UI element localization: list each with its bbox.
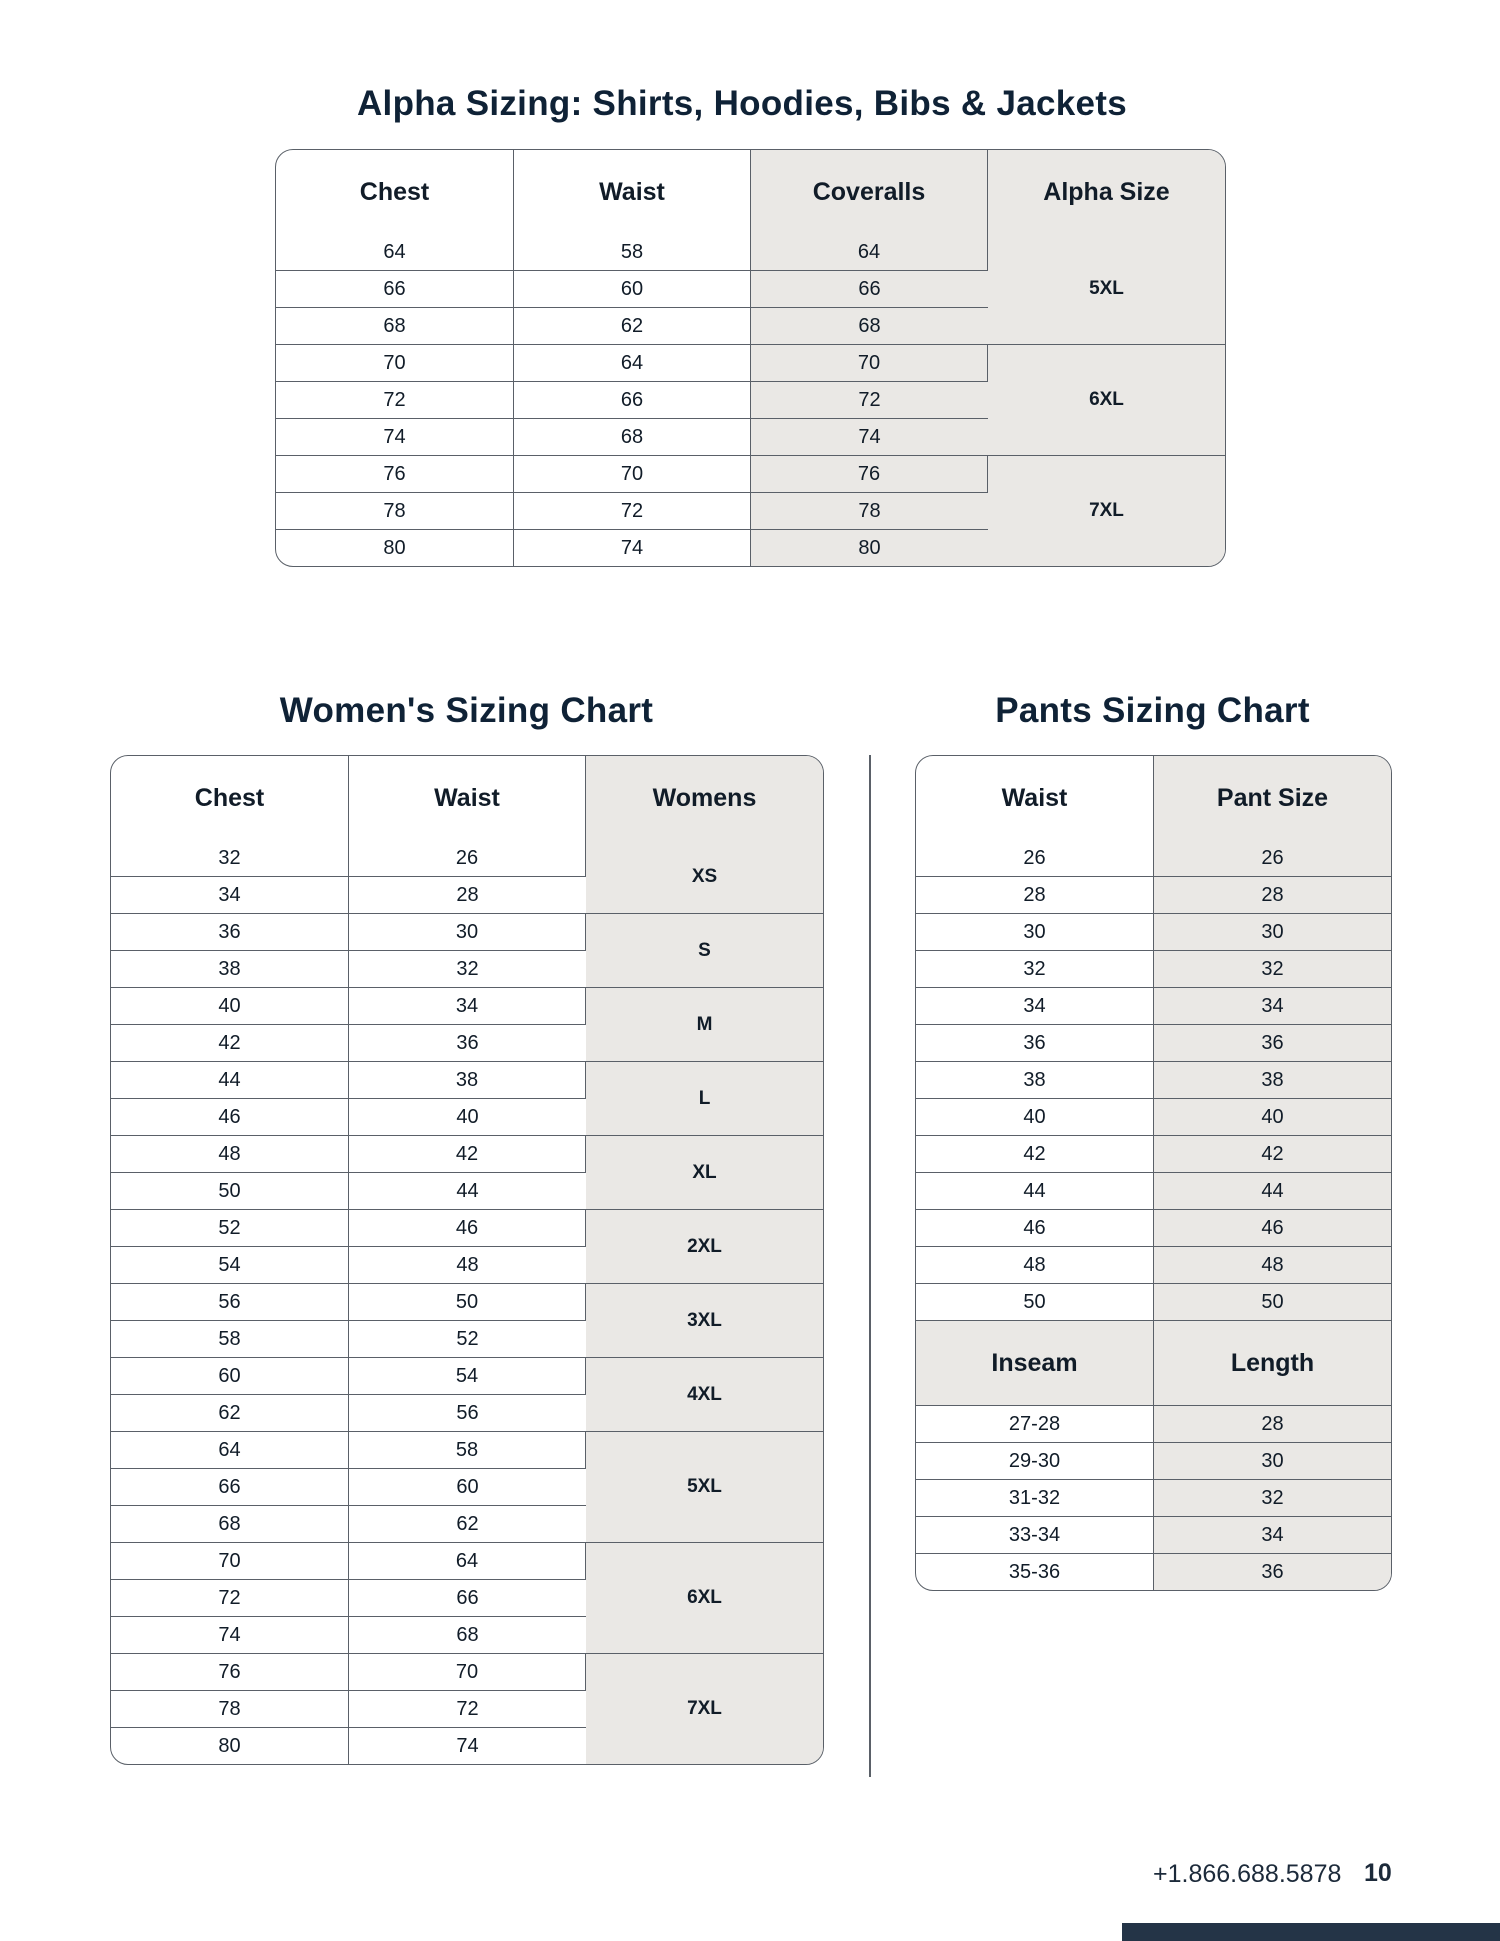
table-row: [916, 1480, 1391, 1517]
waist-cell: 46: [916, 1210, 1154, 1247]
waist-cell: 42: [349, 1136, 586, 1173]
pant-size-cell: 34: [1154, 988, 1391, 1025]
coveralls-cell: 76: [751, 456, 988, 493]
table-row: [111, 1284, 823, 1321]
table-row: [111, 1432, 823, 1469]
footer-accent-bar: [1122, 1923, 1500, 1941]
womens-size-cell: 5XL: [586, 1432, 823, 1543]
chest-cell: 66: [276, 271, 514, 308]
table-row: [111, 1543, 823, 1580]
coveralls-header: Coveralls: [751, 150, 988, 234]
inseam-cell: 35-36: [916, 1554, 1154, 1590]
table-row: [111, 1358, 823, 1395]
chest-cell: 80: [276, 530, 514, 566]
chest-cell: 50: [111, 1173, 349, 1210]
waist-cell: 62: [514, 308, 751, 345]
womens-size-cell: 4XL: [586, 1358, 823, 1432]
chest-cell: 66: [111, 1469, 349, 1506]
chest-header: Chest: [276, 150, 514, 234]
chest-cell: 74: [276, 419, 514, 456]
coveralls-cell: 78: [751, 493, 988, 530]
coveralls-cell: 64: [751, 234, 988, 271]
chest-cell: 34: [111, 877, 349, 914]
table-row: [916, 877, 1391, 914]
womens-size-cell: XS: [586, 840, 823, 914]
womens-size-cell: 2XL: [586, 1210, 823, 1284]
chest-cell: 64: [111, 1432, 349, 1469]
chest-header: Chest: [111, 756, 349, 840]
waist-cell: 52: [349, 1321, 586, 1358]
waist-cell: 28: [349, 877, 586, 914]
waist-cell: 34: [349, 988, 586, 1025]
womens-size-cell: 7XL: [586, 1654, 823, 1764]
womens-size-cell: 3XL: [586, 1284, 823, 1358]
table-row: [916, 951, 1391, 988]
waist-header: Waist: [916, 756, 1154, 840]
womens-size-cell: S: [586, 914, 823, 988]
chest-cell: 68: [111, 1506, 349, 1543]
length-cell: 34: [1154, 1517, 1391, 1554]
inseam-cell: 33-34: [916, 1517, 1154, 1554]
waist-cell: 32: [916, 951, 1154, 988]
waist-cell: 58: [349, 1432, 586, 1469]
waist-cell: 28: [916, 877, 1154, 914]
pant-size-cell: 48: [1154, 1247, 1391, 1284]
table-row: [916, 1025, 1391, 1062]
waist-cell: 34: [916, 988, 1154, 1025]
table-row: [111, 1136, 823, 1173]
table-row: [111, 1062, 823, 1099]
chest-cell: 74: [111, 1617, 349, 1654]
waist-cell: 66: [514, 382, 751, 419]
table-row: [916, 1136, 1391, 1173]
coveralls-cell: 70: [751, 345, 988, 382]
womens-size-cell: XL: [586, 1136, 823, 1210]
table-row: [916, 1443, 1391, 1480]
phone-number: +1.866.688.5878: [1153, 1860, 1342, 1888]
coveralls-cell: 66: [751, 271, 988, 308]
table-row: [916, 1406, 1391, 1443]
alpha-size-cell: 6XL: [988, 345, 1225, 456]
chest-cell: 76: [111, 1654, 349, 1691]
pant-size-cell: 32: [1154, 951, 1391, 988]
inseam-cell: 31-32: [916, 1480, 1154, 1517]
chest-cell: 38: [111, 951, 349, 988]
waist-cell: 30: [349, 914, 586, 951]
chest-cell: 36: [111, 914, 349, 951]
waist-cell: 70: [514, 456, 751, 493]
table-row: [111, 1210, 823, 1247]
chest-cell: 58: [111, 1321, 349, 1358]
chest-cell: 64: [276, 234, 514, 271]
chest-cell: 70: [111, 1543, 349, 1580]
coveralls-cell: 80: [751, 530, 988, 566]
length-cell: 36: [1154, 1554, 1391, 1590]
chest-cell: 70: [276, 345, 514, 382]
alpha-sizing-title: Alpha Sizing: Shirts, Hoodies, Bibs & Jackets: [356, 84, 1128, 123]
column-divider: [869, 755, 871, 1777]
pants-sizing-table: [915, 755, 1392, 1591]
table-row: [916, 1062, 1391, 1099]
waist-cell: 36: [349, 1025, 586, 1062]
chest-cell: 32: [111, 840, 349, 877]
waist-cell: 74: [456, 1734, 479, 1757]
waist-header: Waist: [514, 150, 751, 234]
length-header: Length: [1154, 1321, 1391, 1406]
pant-size-cell: 38: [1154, 1062, 1391, 1099]
chest-cell: 60: [111, 1358, 349, 1395]
chest-cell: 80: [111, 1728, 349, 1764]
pant-size-cell: 40: [1154, 1099, 1391, 1136]
pant-size-cell: 36: [1154, 1025, 1391, 1062]
chest-cell: 62: [111, 1395, 349, 1432]
womens-sizing-title: Women's Sizing Chart: [279, 691, 654, 730]
table-row: [916, 988, 1391, 1025]
waist-cell: 36: [916, 1025, 1154, 1062]
waist-cell: 26: [916, 840, 1154, 877]
pant-size-header: Pant Size: [1154, 756, 1391, 840]
waist-cell: 74: [514, 530, 751, 566]
coveralls-cell: 68: [751, 308, 988, 345]
chest-cell: 68: [276, 308, 514, 345]
waist-cell: 48: [916, 1247, 1154, 1284]
alpha-sizing-table: [275, 149, 1226, 567]
chest-cell: 76: [276, 456, 514, 493]
womens-size-cell: M: [586, 988, 823, 1062]
waist-cell: 66: [349, 1580, 586, 1617]
chest-cell: 48: [111, 1136, 349, 1173]
waist-cell: 44: [349, 1173, 586, 1210]
pant-size-cell: 28: [1154, 877, 1391, 914]
pant-size-cell: 30: [1154, 914, 1391, 951]
table-row: [916, 1517, 1391, 1554]
chest-cell: 78: [111, 1691, 349, 1728]
waist-cell: 38: [916, 1062, 1154, 1099]
pant-size-cell: 50: [1154, 1284, 1391, 1321]
waist-cell: 40: [916, 1099, 1154, 1136]
chest-cell: 52: [111, 1210, 349, 1247]
waist-cell: 32: [349, 951, 586, 988]
inseam-header: Inseam: [916, 1321, 1154, 1406]
waist-cell: 64: [514, 345, 751, 382]
table-row: [916, 1173, 1391, 1210]
pants-sizing-title: Pants Sizing Chart: [995, 691, 1310, 730]
table-row: [111, 840, 823, 877]
chest-cell: 54: [111, 1247, 349, 1284]
page-number: 10: [1364, 1859, 1392, 1887]
waist-cell: 72: [349, 1691, 586, 1728]
inseam-header-row: [916, 1321, 1391, 1406]
chest-cell: 56: [111, 1284, 349, 1321]
table-row: [276, 456, 1225, 493]
waist-cell: 68: [349, 1617, 586, 1654]
waist-cell: 42: [916, 1136, 1154, 1173]
waist-cell: 48: [349, 1247, 586, 1284]
pant-size-cell: 42: [1154, 1136, 1391, 1173]
alpha-size-cell: 7XL: [988, 456, 1225, 566]
waist-cell: 70: [349, 1654, 586, 1691]
waist-cell: 62: [349, 1506, 586, 1543]
waist-cell: 50: [916, 1284, 1154, 1321]
inseam-cell: 29-30: [916, 1443, 1154, 1480]
pant-size-cell: 44: [1154, 1173, 1391, 1210]
table-row: [916, 1247, 1391, 1284]
waist-cell: 26: [349, 840, 586, 877]
waist-cell: 40: [349, 1099, 586, 1136]
alpha-size-header: Alpha Size: [988, 150, 1225, 234]
table-row: [916, 1210, 1391, 1247]
waist-cell: 44: [916, 1173, 1154, 1210]
table-row: [111, 1654, 823, 1691]
pant-size-cell: 46: [1154, 1210, 1391, 1247]
pant-size-cell: 26: [1154, 840, 1391, 877]
chest-cell: 72: [276, 382, 514, 419]
waist-cell: 60: [514, 271, 751, 308]
waist-cell: 38: [349, 1062, 586, 1099]
waist-header: Waist: [349, 756, 586, 840]
waist-cell: 68: [514, 419, 751, 456]
length-cell: 30: [1154, 1443, 1391, 1480]
table-row: [916, 1554, 1391, 1590]
womens-size-cell: 6XL: [586, 1543, 823, 1654]
table-row: [111, 914, 823, 951]
waist-cell: 60: [349, 1469, 586, 1506]
womens-size-cell: L: [586, 1062, 823, 1136]
waist-cell: 56: [349, 1395, 586, 1432]
chest-cell: 40: [111, 988, 349, 1025]
womens-header: Womens: [586, 756, 823, 840]
chest-cell: 72: [111, 1580, 349, 1617]
table-row: [916, 1099, 1391, 1136]
chest-cell: 44: [111, 1062, 349, 1099]
table-row: [916, 914, 1391, 951]
waist-cell: 46: [349, 1210, 586, 1247]
coveralls-cell: 72: [751, 382, 988, 419]
table-row: [111, 988, 823, 1025]
table-row: [916, 840, 1391, 877]
waist-cell: 58: [514, 234, 751, 271]
waist-cell: 30: [916, 914, 1154, 951]
waist-cell: 64: [349, 1543, 586, 1580]
waist-cell: 72: [514, 493, 751, 530]
chest-cell: 78: [276, 493, 514, 530]
chest-cell: 42: [111, 1025, 349, 1062]
length-cell: 28: [1154, 1406, 1391, 1443]
chest-cell: 46: [111, 1099, 349, 1136]
length-cell: 32: [1154, 1480, 1391, 1517]
table-row: [276, 234, 1225, 271]
inseam-cell: 27-28: [916, 1406, 1154, 1443]
table-row: [276, 345, 1225, 382]
waist-cell: 50: [349, 1284, 586, 1321]
womens-sizing-table: [110, 755, 824, 1765]
coveralls-cell: 74: [751, 419, 988, 456]
alpha-size-cell: 5XL: [988, 234, 1225, 345]
waist-cell: 54: [349, 1358, 586, 1395]
table-row: [916, 1284, 1391, 1321]
